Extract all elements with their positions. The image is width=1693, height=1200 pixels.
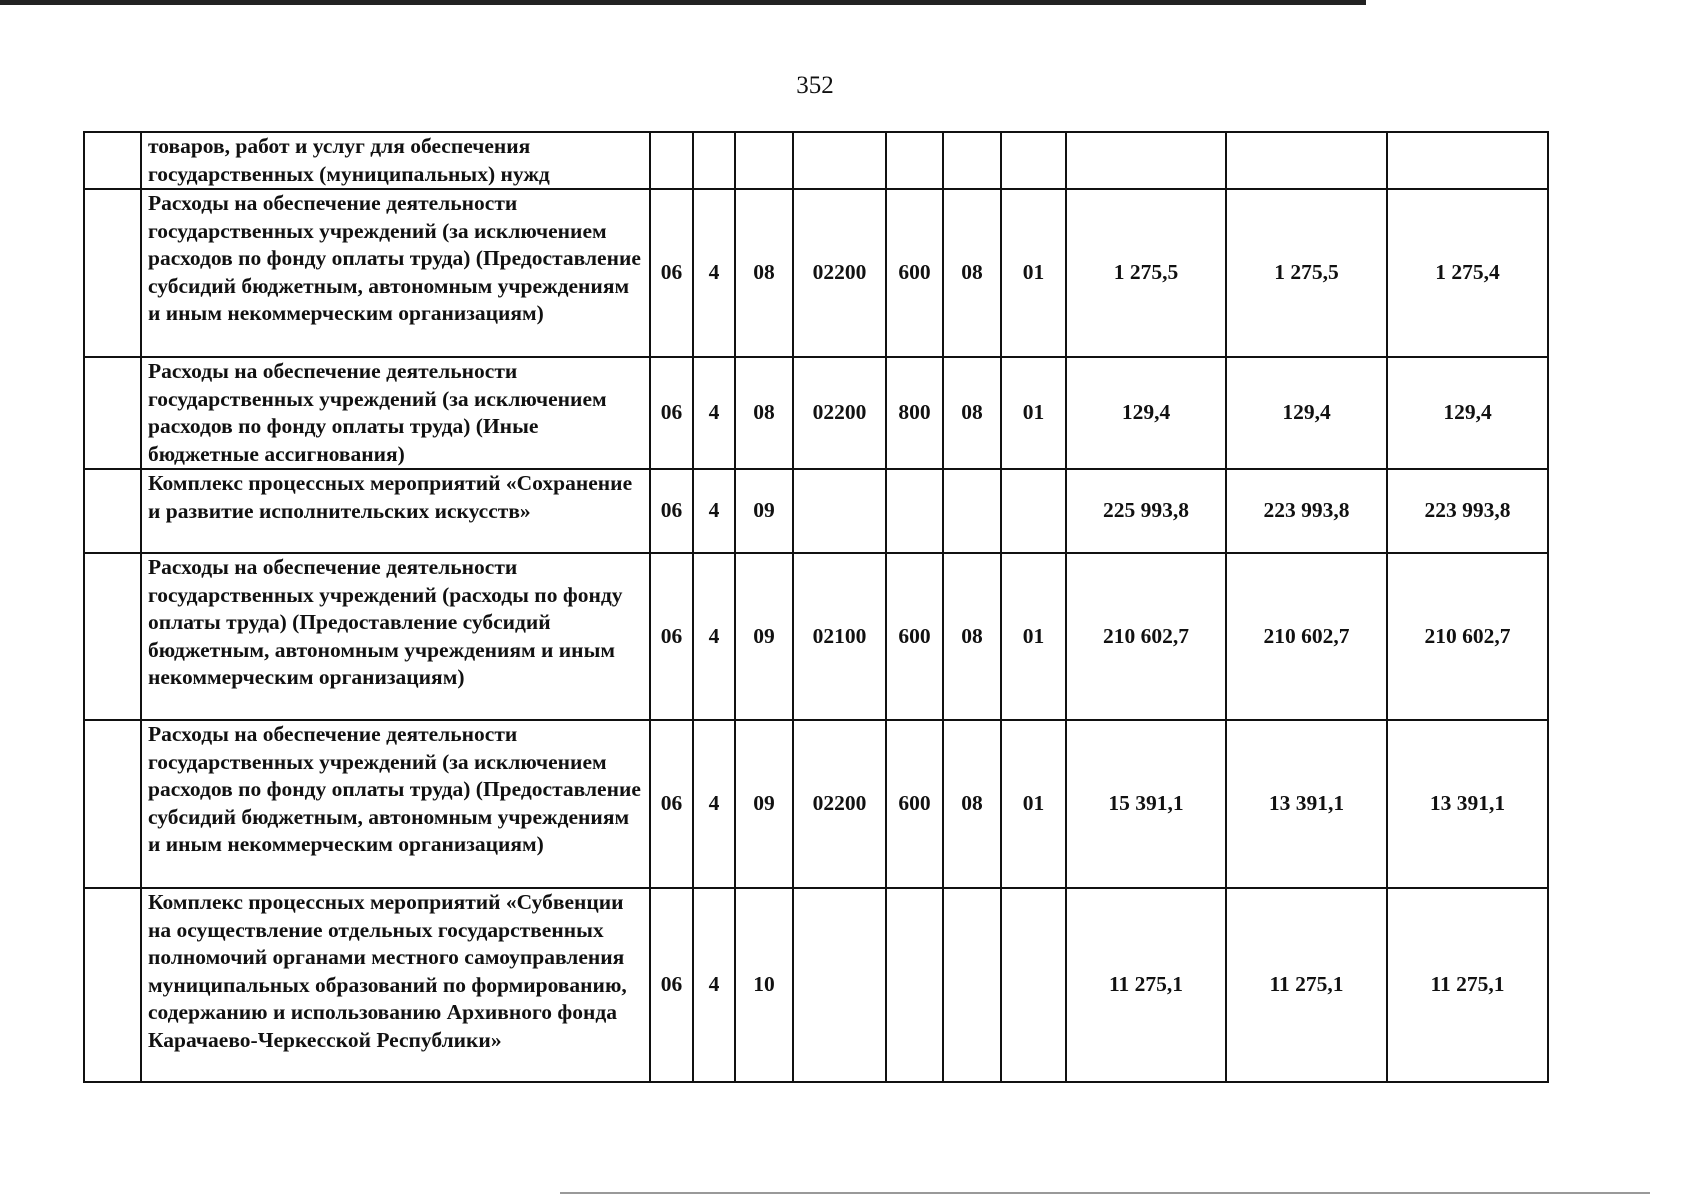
subsection-code-cell: 4	[693, 189, 735, 357]
amount-year-2-cell: 210 602,7	[1226, 553, 1387, 720]
subsection-code-cell: 4	[693, 357, 735, 469]
program-code-cell: 08	[735, 357, 793, 469]
expense-type-code-cell	[886, 132, 943, 189]
row-number-cell	[84, 469, 141, 553]
item-name-cell: Расходы на обеспечение деятельности государственных учреждений (за исключением расходов по фонду оплаты труда) (Предоставление субсидий бюджетным, автономным учреждениям и иным некоммерческим организациям)	[141, 189, 650, 357]
row-number-cell	[84, 720, 141, 888]
subsection-code-cell: 4	[693, 553, 735, 720]
item-name-cell: Комплекс процессных мероприятий «Субвенции на осуществление отдельных государственных полномочий органами местного самоуправления муниципальных образований по формированию, содержанию и использованию Архивного фонда Карачаево-Черкесской Республики»	[141, 888, 650, 1082]
row-number-cell	[84, 553, 141, 720]
amount-year-3-cell: 223 993,8	[1387, 469, 1548, 553]
department-code-cell: 08	[943, 553, 1001, 720]
section-code-cell: 06	[650, 189, 693, 357]
amount-year-2-cell: 11 275,1	[1226, 888, 1387, 1082]
amount-year-1-cell: 11 275,1	[1066, 888, 1226, 1082]
item-name-cell: товаров, работ и услуг для обеспечения государственных (муниципальных) нужд	[141, 132, 650, 189]
department-code-cell	[943, 469, 1001, 553]
amount-year-3-cell: 210 602,7	[1387, 553, 1548, 720]
amount-year-1-cell: 225 993,8	[1066, 469, 1226, 553]
amount-year-3-cell: 129,4	[1387, 357, 1548, 469]
program-code-cell: 10	[735, 888, 793, 1082]
program-code-cell: 09	[735, 553, 793, 720]
section-code-cell: 06	[650, 469, 693, 553]
amount-year-1-cell: 210 602,7	[1066, 553, 1226, 720]
section-code-cell: 06	[650, 553, 693, 720]
table-row	[84, 553, 1548, 720]
subdepartment-code-cell: 01	[1001, 189, 1066, 357]
department-code-cell: 08	[943, 720, 1001, 888]
subsection-code-cell: 4	[693, 720, 735, 888]
section-code-cell: 06	[650, 888, 693, 1082]
row-number-cell	[84, 189, 141, 357]
target-code-cell: 02100	[793, 553, 886, 720]
amount-year-2-cell: 1 275,5	[1226, 189, 1387, 357]
section-code-cell	[650, 132, 693, 189]
scan-edge-line	[0, 0, 1366, 5]
budget-table	[83, 131, 1549, 1083]
section-code-cell: 06	[650, 357, 693, 469]
table-row	[84, 720, 1548, 888]
target-code-cell	[793, 888, 886, 1082]
program-code-cell: 08	[735, 189, 793, 357]
row-number-cell	[84, 357, 141, 469]
item-name-cell: Комплекс процессных мероприятий «Сохранение и развитие исполнительских искусств»	[141, 469, 650, 553]
subsection-code-cell: 4	[693, 888, 735, 1082]
amount-year-1-cell: 129,4	[1066, 357, 1226, 469]
subsection-code-cell	[693, 132, 735, 189]
amount-year-3-cell: 11 275,1	[1387, 888, 1548, 1082]
amount-year-2-cell: 129,4	[1226, 357, 1387, 469]
amount-year-3-cell	[1387, 132, 1548, 189]
amount-year-3-cell: 13 391,1	[1387, 720, 1548, 888]
department-code-cell: 08	[943, 357, 1001, 469]
department-code-cell: 08	[943, 189, 1001, 357]
amount-year-1-cell	[1066, 132, 1226, 189]
expense-type-code-cell	[886, 888, 943, 1082]
expense-type-code-cell	[886, 469, 943, 553]
table-row	[84, 357, 1548, 469]
row-number-cell	[84, 888, 141, 1082]
amount-year-2-cell	[1226, 132, 1387, 189]
subsection-code-cell: 4	[693, 469, 735, 553]
amount-year-2-cell: 13 391,1	[1226, 720, 1387, 888]
department-code-cell	[943, 888, 1001, 1082]
expense-type-code-cell: 600	[886, 553, 943, 720]
target-code-cell: 02200	[793, 189, 886, 357]
program-code-cell	[735, 132, 793, 189]
item-name-cell: Расходы на обеспечение деятельности государственных учреждений (за исключением расходов по фонду оплаты труда) (Иные бюджетные ассигнования)	[141, 357, 650, 469]
expense-type-code-cell: 600	[886, 189, 943, 357]
amount-year-1-cell: 15 391,1	[1066, 720, 1226, 888]
item-name-cell: Расходы на обеспечение деятельности государственных учреждений (за исключением расходов по фонду оплаты труда) (Предоставление субсидий бюджетным, автономным учреждениям и иным некоммерческим организациям)	[141, 720, 650, 888]
page-number: 352	[796, 72, 834, 99]
expense-type-code-cell: 800	[886, 357, 943, 469]
program-code-cell: 09	[735, 469, 793, 553]
amount-year-2-cell: 223 993,8	[1226, 469, 1387, 553]
expense-type-code-cell: 600	[886, 720, 943, 888]
scan-edge-line	[560, 1192, 1650, 1194]
subdepartment-code-cell: 01	[1001, 553, 1066, 720]
table-row	[84, 189, 1548, 357]
amount-year-1-cell: 1 275,5	[1066, 189, 1226, 357]
subdepartment-code-cell: 01	[1001, 720, 1066, 888]
department-code-cell	[943, 132, 1001, 189]
row-number-cell	[84, 132, 141, 189]
item-name-cell: Расходы на обеспечение деятельности государственных учреждений (расходы по фонду оплаты труда) (Предоставление субсидий бюджетным, автономным учреждениям и иным некоммерческим организациям)	[141, 553, 650, 720]
program-code-cell: 09	[735, 720, 793, 888]
section-code-cell: 06	[650, 720, 693, 888]
table-row	[84, 888, 1548, 1082]
target-code-cell: 02200	[793, 357, 886, 469]
target-code-cell	[793, 469, 886, 553]
amount-year-3-cell: 1 275,4	[1387, 189, 1548, 357]
target-code-cell: 02200	[793, 720, 886, 888]
table-row	[84, 132, 1548, 189]
subdepartment-code-cell: 01	[1001, 357, 1066, 469]
table-row	[84, 469, 1548, 553]
subdepartment-code-cell	[1001, 888, 1066, 1082]
subdepartment-code-cell	[1001, 132, 1066, 189]
target-code-cell	[793, 132, 886, 189]
subdepartment-code-cell	[1001, 469, 1066, 553]
